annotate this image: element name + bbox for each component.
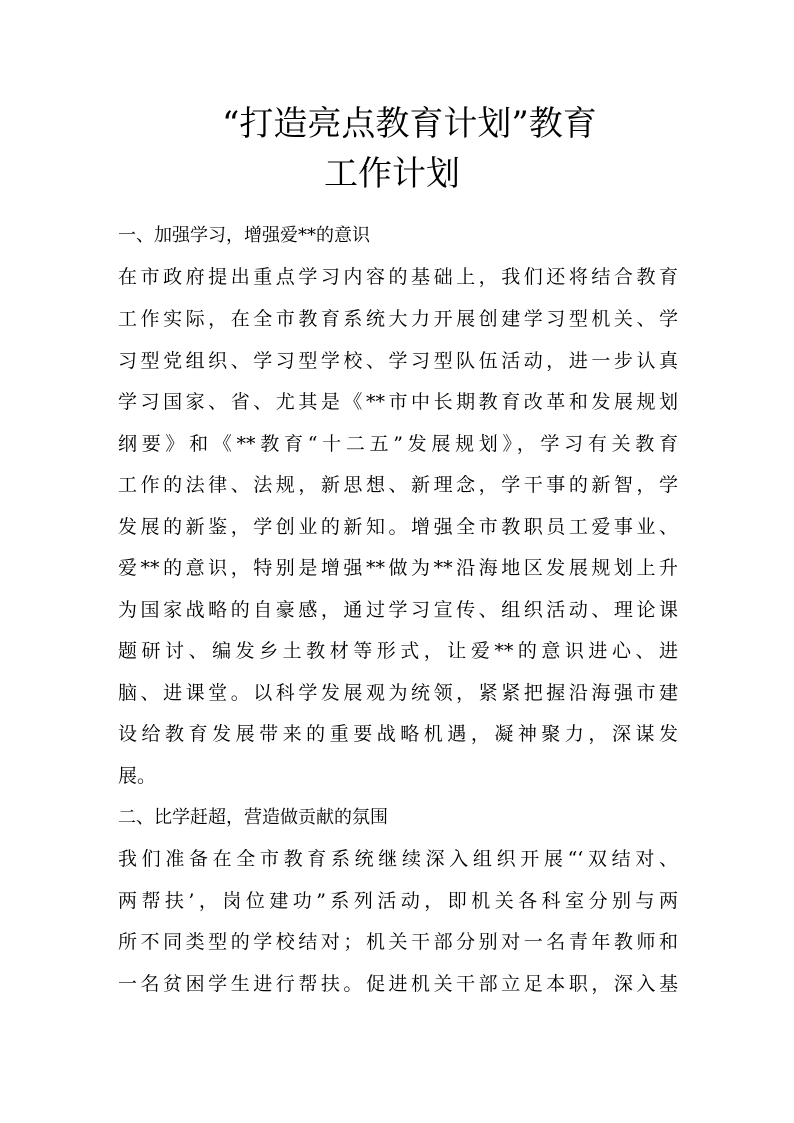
section-1-line: 爱**的意识，特别是增强**做为**沿海地区发展规划上升	[118, 557, 678, 579]
section-2-line: 一名贫困学生进行帮扶。促进机关干部立足本职，深入基	[118, 973, 678, 995]
section-1-line: 工作实际，在全市教育系统大力开展创建学习型机关、学	[118, 308, 678, 330]
section-1-line: 学习国家、省、尤其是《**市中长期教育改革和发展规划	[118, 391, 678, 413]
section-1-line: 题研讨、编发乡土教材等形式，让爱**的意识进心、进	[118, 640, 678, 662]
section-1-line: 脑、进课堂。以科学发展观为统领，紧紧把握沿海强市建	[118, 682, 678, 704]
document-title-line-1: “打造亮点教育计划”教育	[222, 104, 597, 144]
section-2-line: 所不同类型的学校结对；机关干部分别对一名青年教师和	[118, 931, 678, 953]
section-1-line: 展。	[118, 765, 157, 787]
section-2-line: 两帮扶’，岗位建功”系列活动，即机关各科室分别与两	[118, 890, 678, 912]
document-title-line-2: 工作计划	[324, 154, 460, 194]
section-1-line: 为国家战略的自豪感，通过学习宣传、组织活动、理论课	[118, 599, 678, 621]
section-2-heading: 二、比学赶超，营造做贡献的氛围	[118, 807, 388, 828]
section-1-line: 工作的法律、法规，新思想、新理念，学干事的新智，学	[118, 474, 678, 496]
section-1-heading: 一、加强学习，增强爱**的意识	[118, 225, 370, 246]
section-1-line: 纲要》和《**教育“十二五”发展规划》，学习有关教育	[118, 433, 678, 455]
section-1-line: 在市政府提出重点学习内容的基础上，我们还将结合教育	[118, 266, 678, 288]
section-2-line: 我们准备在全市教育系统继续深入组织开展“‘双结对、	[118, 848, 678, 870]
section-1-line: 设给教育发展带来的重要战略机遇，凝神聚力，深谋发	[118, 723, 678, 745]
section-1-line: 发展的新鉴，学创业的新知。增强全市教职员工爱事业、	[118, 516, 678, 538]
section-1-line: 习型党组织、学习型学校、学习型队伍活动，进一步认真	[118, 350, 678, 372]
